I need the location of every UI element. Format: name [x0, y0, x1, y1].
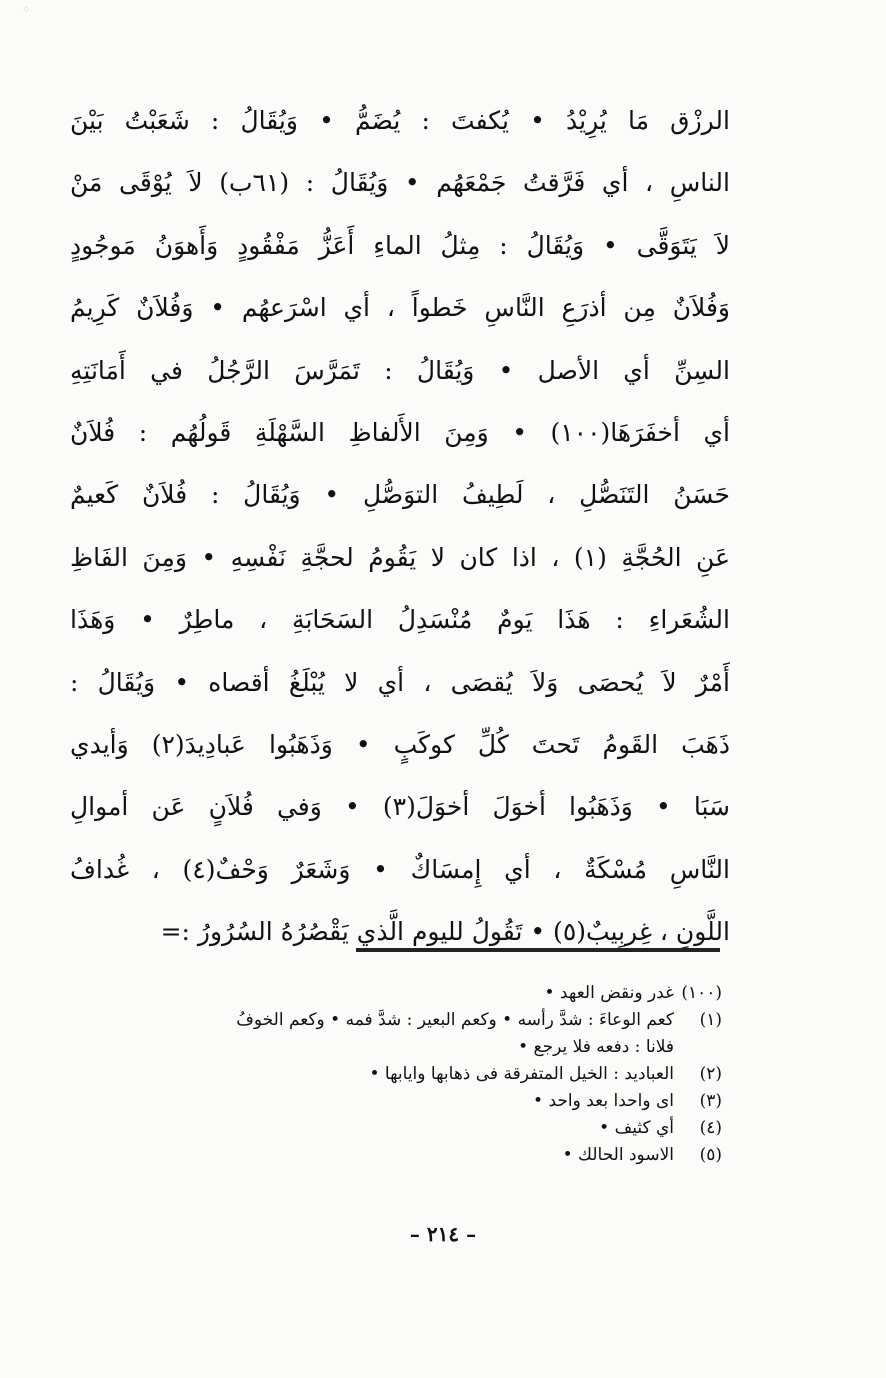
- footnote-text: الاسود الحالك •: [562, 1145, 674, 1165]
- footnote-number: (١): [699, 1010, 722, 1030]
- text-line: سَبَا • وَذَهَبُوا أخوَلَ أخوَلَ(٣) • وَفي فُلاَنٍ عَن أموالِ: [70, 792, 730, 822]
- footnote-text: غدر ونقض العهد •: [544, 983, 674, 1003]
- text-line: لاَ يَتَوَقَّى • وَيُقَالُ : مِثلُ الماءِ أَعَزُّ مَفْقُودٍ وَأَهوَنُ مَوجُودٍ: [70, 230, 730, 260]
- footnote-number: (٥): [699, 1145, 722, 1165]
- text-line: الرزْق مَا يُرِيْدُ • يُكفتَ : يُضَمُّ • وَيُقَالُ : شَعَبْتُ بَيْنَ: [70, 106, 730, 135]
- text-line: عَنِ الحُجَّةِ (١) ، اذا كان لا يَقُومُ لحجَّةِ نَفْسِهِ • وَمِنَ الفَاظِ: [70, 542, 730, 572]
- text-line: أي أخفَرَهَا(١٠٠) • وَمِنَ الأَلفاظِ السَّهْلَةِ قَولُهُم : فُلاَنٌ: [70, 417, 730, 447]
- footnote-divider: [356, 948, 720, 952]
- footnote: [60, 1061, 722, 1088]
- text-line: أَمْرٌ لاَ يُحصَى وَلاَ يُقصَى ، أي لا يُبْلَغُ أقصاه • وَيُقَالُ :: [70, 667, 730, 697]
- text-line: اللَّونِ ، غِربِيبٌ(٥) • تَقُولُ لليومِ الَّذي يَقْصُرُهُ السُرُورُ :=: [160, 917, 730, 947]
- footnote: [60, 1007, 722, 1034]
- footnote: [60, 1142, 722, 1169]
- footnote-continuation: فلانا : دفعه فلا يرجع •: [518, 1037, 674, 1057]
- text-line: ذَهَبَ القَومُ تَحتَ كُلِّ كوكَبٍ • وَذَهَبُوا عَبادِيدَ(٢) وَأيدي: [70, 729, 730, 759]
- text-line: الشُعَراءِ : هَذَا يَومٌ مُنْسَدِلُ السَحَابَةِ ، ماطِرٌ • وَهَذَا: [70, 605, 730, 635]
- page-number: – ٢١٤ –: [409, 1222, 477, 1246]
- footnote-text: أي كثيف •: [599, 1118, 674, 1138]
- text-line: حَسَنُ التَنَصُّلِ ، لَطِيفُ التوَصُّلِ • وَيُقَالُ : فُلاَنٌ كَعيمٌ: [70, 480, 730, 510]
- text-line: النَّاسِ مُسْكَةٌ ، أي إِمسَاكٌ • وَشَعَرٌ وَحْفٌ(٤) ، غُدافُ: [70, 854, 730, 884]
- footnote-number: (٢): [699, 1064, 722, 1084]
- text-line: السِنِّ أي الأصل • وَيُقَالُ : تَمَرَّسَ الرَّجُلُ في أَمَانَتِهِ: [70, 355, 730, 385]
- footnote-text: اى واحدا بعد واحد •: [533, 1091, 674, 1111]
- footnote: [60, 1115, 722, 1142]
- main-text-block: [70, 90, 730, 963]
- footnote-number: (٤): [699, 1118, 722, 1138]
- footnote-number: (٣): [699, 1091, 722, 1111]
- scan-speck-icon: ⁘: [22, 5, 31, 16]
- footnote: [60, 1088, 722, 1115]
- footnotes-block: [60, 980, 722, 1169]
- text-line: وَفُلاَنٌ مِن أذرَعِ النَّاسِ خَطواً ، أي اسْرَعهُم • وَفُلاَنٌ كَرِيمُ: [70, 293, 730, 323]
- footnote-text: كعم الوعاءَ : شدَّ رأسه • وكعم البعير : شدَّ فمه • وكعم الخوفُ: [236, 1010, 674, 1030]
- footnote-number: (١٠٠): [681, 983, 722, 1003]
- text-line: الناسِ ، أي فَرَّقتُ جَمْعَهُم • وَيُقَالُ : (٦١ب) لاَ يُوْقَى مَنْ: [70, 168, 730, 198]
- footnote: [60, 980, 722, 1007]
- footnote-text: العباديد : الخيل المتفرقة فى ذهابها وايابها •: [369, 1064, 674, 1084]
